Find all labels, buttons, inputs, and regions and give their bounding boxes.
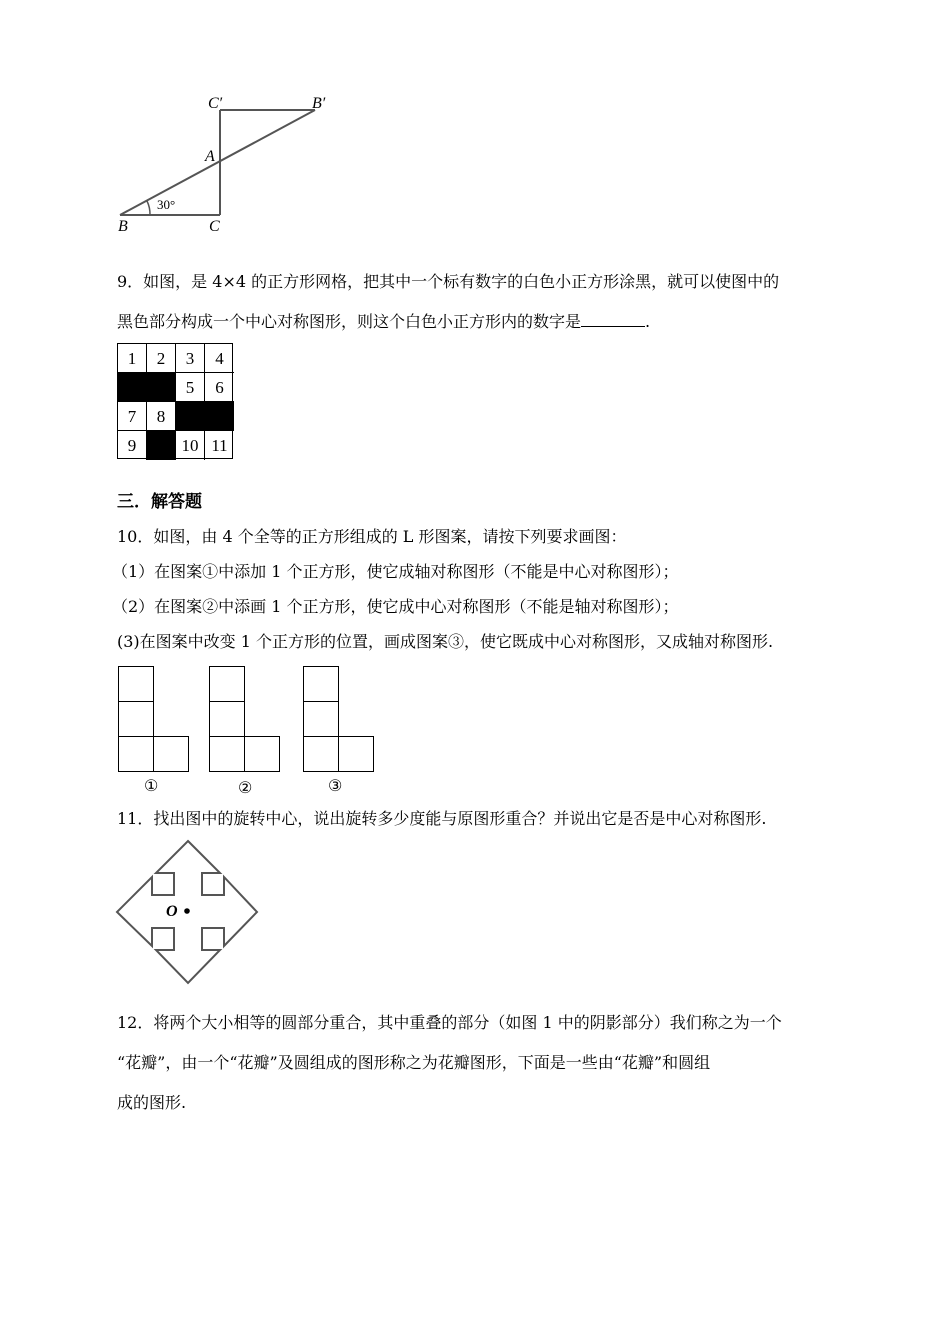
figure-label-2: ② <box>238 778 253 797</box>
q10-line2: （1）在图案①中添加 1 个正方形，使它成轴对称图形（不能是中心对称图形）； <box>112 562 679 581</box>
figure-label-3: ③ <box>328 776 343 795</box>
l-shape-1 <box>118 666 190 772</box>
square <box>209 666 245 702</box>
q9-line2-text: 黑色部分构成一个中心对称图形，则这个白色小正方形内的数字是 <box>117 312 582 331</box>
square <box>118 666 154 702</box>
grid-cell-6: 6 <box>205 373 234 402</box>
grid-cell-4: 4 <box>205 344 234 373</box>
grid-cell-2: 2 <box>147 344 176 373</box>
square <box>209 701 245 737</box>
q9-line1: 9．如图，是 4×4 的正方形网格，把其中一个标有数字的白色小正方形涂黑，就可以使图中的 <box>117 272 780 291</box>
l-shape-2 <box>209 666 281 772</box>
figure-label-1: ① <box>144 776 159 795</box>
answer-blank[interactable] <box>581 312 645 327</box>
grid-cell-7: 7 <box>118 402 147 431</box>
label-a: A <box>205 148 215 165</box>
q9-line2-end: . <box>645 312 651 331</box>
square <box>303 736 339 772</box>
grid-cell-5: 5 <box>176 373 205 402</box>
label-b: B <box>118 218 128 235</box>
grid-cell-8: 8 <box>147 402 176 431</box>
four-arrow-figure <box>114 838 262 986</box>
q10-line3: （2）在图案②中添画 1 个正方形，使它成中心对称图形（不能是轴对称图形）； <box>112 597 679 616</box>
l-shape-3 <box>303 666 375 772</box>
square <box>118 701 154 737</box>
label-c: C <box>209 218 220 235</box>
grid-cell-3: 3 <box>176 344 205 373</box>
section-title: 三．解答题 <box>117 492 202 512</box>
square <box>244 736 280 772</box>
number-grid <box>117 343 233 459</box>
grid-cell-black <box>176 402 205 431</box>
q11-line1: 11．找出图中的旋转中心，说出旋转多少度能与原图形重合？并说出它是否是中心对称图形. <box>117 809 767 828</box>
grid-cell-black <box>147 431 176 460</box>
grid-cell-black <box>118 373 147 402</box>
q9-line2 <box>117 312 650 332</box>
grid-cell-11: 11 <box>211 436 228 455</box>
q12-line3: 成的图形. <box>117 1093 187 1112</box>
square <box>338 736 374 772</box>
square <box>153 736 189 772</box>
grid-cell-black <box>205 402 234 431</box>
label-c-prime: C′ <box>208 95 223 112</box>
center-label: O <box>166 903 178 920</box>
q10-line1: 10．如图，由 4 个全等的正方形组成的 L 形图案，请按下列要求画图： <box>117 527 627 546</box>
square <box>303 701 339 737</box>
square <box>209 736 245 772</box>
grid-cell-1: 1 <box>118 344 147 373</box>
square <box>303 666 339 702</box>
angle-label: 30° <box>157 197 176 212</box>
q12-line2: “花瓣”，由一个“花瓣”及圆组成的图形称之为花瓣图形，下面是一些由“花瓣”和圆组 <box>117 1053 711 1072</box>
grid-cell-black <box>147 373 176 402</box>
grid-cell-9: 9 <box>118 431 147 460</box>
label-b-prime: B′ <box>312 95 326 112</box>
q12-line1: 12．将两个大小相等的圆部分重合，其中重叠的部分（如图 1 中的阴影部分）我们称之为一个 <box>117 1013 782 1032</box>
grid-cell-10: 10 <box>176 431 205 460</box>
square <box>118 736 154 772</box>
q10-line4: (3)在图案中改变 1 个正方形的位置，画成图案③，使它既成中心对称图形，又成轴对称图形. <box>117 632 774 651</box>
